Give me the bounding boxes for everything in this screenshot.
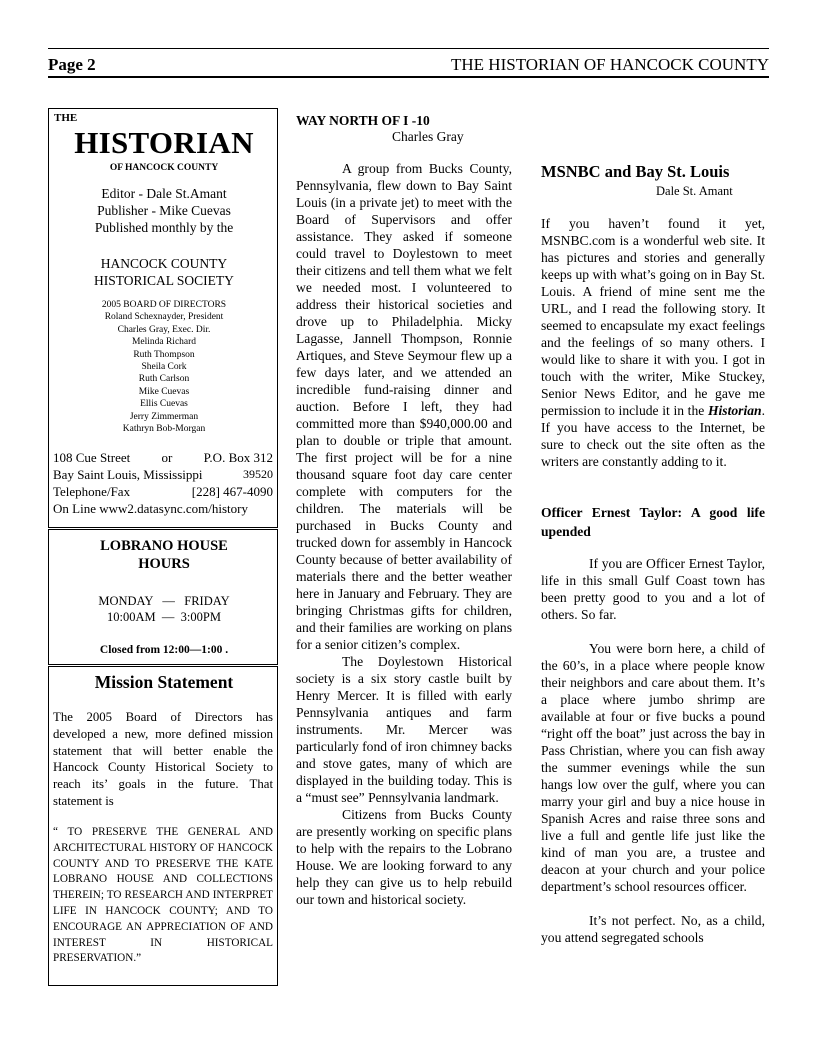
day-to: FRIDAY bbox=[184, 594, 230, 608]
address-zip: 39520 bbox=[243, 467, 273, 481]
society-name bbox=[49, 255, 279, 289]
article-intro bbox=[541, 215, 765, 470]
address-po-box: P.O. Box 312 bbox=[203, 450, 273, 465]
city-row bbox=[53, 466, 273, 483]
address-row bbox=[53, 449, 273, 466]
article-headline: MSNBC and Bay St. Louis bbox=[541, 162, 730, 181]
time-to: 3:00PM bbox=[180, 610, 221, 624]
article-body bbox=[296, 160, 512, 908]
article-byline: Dale St. Amant bbox=[656, 184, 733, 198]
mission-box bbox=[48, 666, 278, 986]
closed-note: Closed from 12:00—1:00 . bbox=[99, 644, 229, 656]
board-member: Ruth Thompson bbox=[133, 349, 195, 360]
article-paragraph: If you are Officer Ernest Taylor, life in this small Gulf Coast town has been pretty good to you and a lot of others. So far. bbox=[541, 556, 765, 622]
article-paragraph: The Doylestown Historical society is a six story castle built by Henry Mercer. It is filled with early Pennsylvania antiques and farm instruments. Mr. Mercer was particularly fond of iron chimney backs and stove gates, many of which are displayed in the building today. This is a “must see” Pennsylvania landmark. bbox=[296, 654, 512, 805]
dash: — bbox=[156, 594, 182, 608]
address-street: 108 Cue Street bbox=[53, 450, 131, 465]
board-member: Melinda Richard bbox=[131, 337, 197, 348]
article-paragraph: It’s not perfect. No, as a child, you attend segregated schools bbox=[541, 913, 765, 945]
masthead-the: THE bbox=[54, 112, 78, 124]
hours-title-line1: LOBRANO HOUSE bbox=[100, 538, 228, 554]
header-rule-bottom bbox=[48, 76, 769, 78]
hours-box bbox=[48, 529, 278, 665]
dash: — bbox=[158, 610, 178, 624]
board-member: Ruth Carlson bbox=[138, 374, 190, 385]
day-from: MONDAY bbox=[98, 594, 153, 608]
mission-body: The 2005 Board of Directors has developed a new, more defined mission statement that will better enable the Hancock County Historical Society to reach its’ goals in the future. That statement is bbox=[53, 710, 273, 808]
hours-title-line2: HOURS bbox=[138, 556, 190, 572]
hours-times bbox=[49, 609, 279, 625]
board-member: Jerry Zimmerman bbox=[129, 411, 199, 422]
board-member: Charles Gray, Exec. Dir. bbox=[117, 324, 211, 335]
board-member: Sheila Cork bbox=[141, 362, 187, 373]
society-name-line1: HANCOCK COUNTY bbox=[100, 256, 228, 271]
board-member: Ellis Cuevas bbox=[140, 399, 188, 410]
board-member: Mike Cuevas bbox=[138, 386, 190, 397]
phone-row bbox=[53, 483, 273, 500]
mission-quote: “ TO PRESERVE THE GENERAL AND ARCHITECTURAL HISTORY OF HANCOCK COUNTY AND TO PRESERVE THE KATE LOBRANO HOUSE AND COLLECTIONS THEREIN; TO RESEARCH AND INTERPRET LIFE IN HANCOCK COUNTY; AND TO ENCOURAGE AN APPRECIATION OF AND INTEREST IN HISTORICAL PRESERVATION.” bbox=[53, 826, 273, 965]
hours-schedule bbox=[49, 593, 279, 625]
board-member: Kathryn Bob-Morgan bbox=[122, 424, 206, 435]
board-title: 2005 BOARD OF DIRECTORS bbox=[101, 300, 227, 310]
masthead-title: HISTORIAN bbox=[74, 125, 254, 160]
board-member: Roland Schexnayder, President bbox=[104, 312, 224, 323]
publication-name: Historian bbox=[707, 403, 762, 418]
staff-credits bbox=[49, 185, 279, 236]
hours-days bbox=[49, 593, 279, 609]
publisher-credit: Publisher - Mike Cuevas bbox=[97, 203, 231, 218]
article-headline: WAY NORTH OF I -10 bbox=[296, 113, 430, 128]
header-rule-top bbox=[48, 48, 769, 49]
masthead-subtitle: OF HANCOCK COUNTY bbox=[109, 163, 219, 173]
intro-text: . If you have access to the Internet, be sure to check out the site often as the writers are constantly adding to it. bbox=[541, 403, 765, 469]
masthead-box bbox=[48, 108, 278, 528]
hours-title bbox=[49, 537, 279, 573]
article-subheadline: Officer Ernest Taylor: A good life upended bbox=[541, 505, 765, 539]
editor-credit: Editor - Dale St.Amant bbox=[101, 186, 227, 201]
society-name-line2: HISTORICAL SOCIETY bbox=[94, 273, 234, 288]
article-body bbox=[541, 555, 765, 963]
address-city: Bay Saint Louis, Mississippi bbox=[53, 467, 203, 482]
online-address: On Line www2.datasync.com/history bbox=[53, 501, 248, 516]
mission-title: Mission Statement bbox=[94, 672, 234, 692]
address-or: or bbox=[161, 450, 173, 465]
time-from: 10:00AM bbox=[107, 610, 156, 624]
article-byline: Charles Gray bbox=[392, 129, 464, 144]
article-paragraph: Citizens from Bucks County are presently working on specific plans to help with the repairs to the Lobrano House. We are looking forward to any help they can give us to help rebuild our town and historical society. bbox=[296, 807, 512, 907]
published-note: Published monthly by the bbox=[94, 220, 234, 235]
article-paragraph: A group from Bucks County, Pennsylvania, flew down to Bay Saint Louis (in a private jet) to meet with the Board of Supervisors and offer assistance. They asked if someone could travel to Doylestown to meet their citizens and tell them what we felt we needed most. I volunteered to address their historical societies and drove up to Philadelphia. Micky Lagasse, Jannell Thompson, Ronnie Artiques, and Steve Seymour flew up a few days later, and we attended an incredible fund-raising dinner and auction. Before I left, they had committed more than $940,000.00 and plan to double or triple that amount. The first project will be for a nine thousand square foot day care center complete with computers for the children. The materials will be purchased in Bucks County and trucked down for assembly in Hancock County because of better availability of materials there and the better weather here in January and February. They are bringing Christmas gifts for children, and their families are working on plans for a senior citizen’s complex. bbox=[296, 161, 512, 652]
contact-info bbox=[53, 449, 273, 517]
page-number: Page 2 bbox=[48, 55, 96, 74]
board-of-directors bbox=[49, 299, 279, 435]
article-paragraph: You were born here, a child of the 60’s, in a place where people know their neighbors and care about them. It’s a place where jumbo shrimp are available at four or five bucks a pound “right off the boat” just across the bay in Pass Christian, where you can fish away the summer evenings while the sun hangs low over the gulf, where you can marry your girl and buy a nice house in Spanish Acres and raise three sons and live a full and gentle life just like the kind of man you are, a trustee and deacon at your church and your police department’s school resources officer. bbox=[541, 641, 765, 894]
phone-label: Telephone/Fax bbox=[53, 484, 131, 499]
publication-title: THE HISTORIAN OF HANCOCK COUNTY bbox=[451, 55, 769, 74]
phone-number: [228] 467-4090 bbox=[191, 484, 273, 499]
intro-text: If you haven’t found it yet, MSNBC.com is a wonderful web site. It has pictures and stories and generally keeps up with what’s going on in Bay St. Louis. A friend of mine sent me the URL, and I read the following story. It seemed to encapsulate my exact feelings and the feelings of so many others. I would like to share it with you. I got in touch with the writer, Mike Stuckey, Senior News Editor, and he gave me permission to include it in the bbox=[541, 216, 765, 418]
